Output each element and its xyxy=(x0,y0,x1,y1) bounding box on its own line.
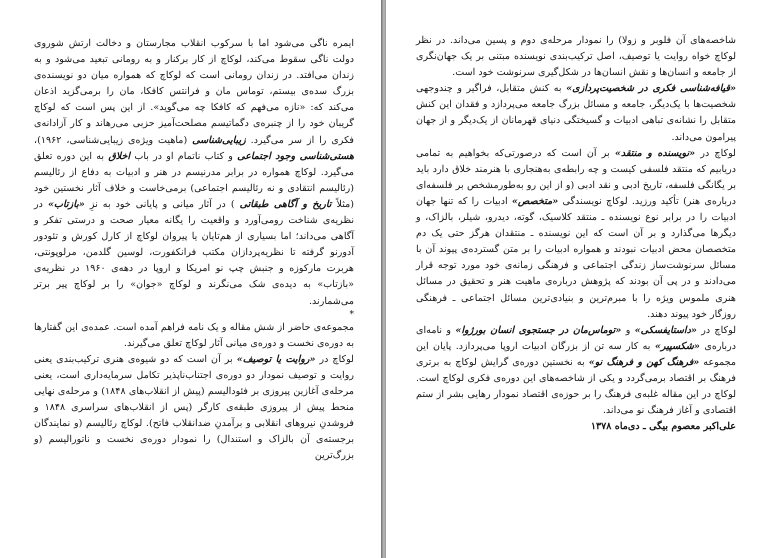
left-p1-text-f: در نظریه‌ی شناخت رومی‌آورد و واقعیت را یگانه معیار صحت و درستی تفکر و آگاهی می‌داند؛ اما بسیاری از هم‌تایان یا پیروان لوکاچ از کارل کورش و تئودور آدورنو گرفته تا نظریه‌پردازان مکتب فرانکفورت، لوسین گلدمن، مرلوپونتی، هربرت مارکوزه و جنبش چپ نو امریکا و اروپا در دهه‌ی ۱۹۶۰ در نظریه‌ی «بازتاب» به دیده‌ی شک می‌نگرند و لوکاچ «جوان» را بر لوکاچ پیر برتر می‌شمارند. xyxy=(34,198,354,307)
right-p2-emphasis-physiognomy: «قیافه‌شناسی فکری در شخصیت‌پردازی» xyxy=(566,83,736,95)
right-p4-text-d: به کار سه تن از بزرگان ادبیات اروپا می‌پردازد. پایان این مجموعه xyxy=(416,340,736,368)
left-p1-text-b: (ماهیت ویژه‌ی زیبایی‌شناسی، ۱۹۶۲)، xyxy=(34,134,188,146)
right-p3-emphasis-specialist: «متخصص» xyxy=(511,195,559,207)
right-p4-text-a: لوکاچ در xyxy=(701,324,736,336)
right-p4-emphasis-shakespeare: «شکسپیر» xyxy=(654,340,700,352)
right-paragraph-3 xyxy=(416,146,736,323)
left-p1-emphasis-ontology: هستی‌شناسی وجود اجتماعی xyxy=(237,150,354,162)
left-p1-text-c: و کتاب ناتمام او در باب xyxy=(134,150,233,162)
right-page xyxy=(386,0,768,558)
right-p4-emphasis-old-new-culture: «فرهنگ کهن و فرهنگ نو» xyxy=(588,356,700,368)
right-p4-text-e: به نخستین دوره‌ی گرایش لوکاچ به برتری فرهنگ بر اقتصاد برمی‌گردد و یکی از شاخصه‌های این دوره‌ی فکری لوکاچ است. لوکاچ در این مقاله غلبه‌ی فرهنگ را بر حوزه‌ی اقتصاد نمودار رهایی بشر از ستم اقتصادی و آغاز فرهنگ نو می‌داند. xyxy=(416,356,736,417)
right-paragraph-4 xyxy=(416,323,736,420)
left-paragraph-2: مجموعه‌ی حاضر از شش مقاله و یک نامه فراهم آمده است. عمده‌ی این گفتارها به دوره‌ی نخست و دوره‌ی میانی آثار لوکاچ تعلق می‌گیرند. xyxy=(34,321,354,349)
left-p3-emphasis-narration: «روایت یا توصیف» xyxy=(236,353,316,365)
right-page-text xyxy=(416,33,736,435)
section-divider: * xyxy=(349,309,354,320)
left-p1-emphasis-ethics: اخلاق xyxy=(108,150,131,162)
right-paragraph-2 xyxy=(416,81,736,145)
right-p3-text-a: لوکاچ در xyxy=(700,147,736,159)
left-p1-text: ایمره ناگی می‌شود اما با سرکوب انقلاب مجارستان و دخالت ارتش شوروی دولت ناگی سقوط می‌کند، لوکاچ از کار برکنار و به رومانی تبعید می‌شود و به زندان می‌افتد. در زندان رومانی است که لوکاچ که همواره میان دو نویسنده‌ی بزرگ سده‌ی بیستم، توماس مان و فرانتس کافکا، مان را برمی‌گزید اذعان می‌کند که: «نازه می‌فهم که کافکا چه می‌گوید». از این پس است که لوکاچ گریبان خود را از چنبره‌ی دگماتیسم مصلحت‌آمیز حزبی می‌رهاند و کار آزادانه‌ی فکری را از سر می‌گیرد. xyxy=(34,38,354,146)
right-p4-text-b: و xyxy=(625,324,631,336)
left-page xyxy=(0,0,383,558)
left-page-text xyxy=(34,36,354,464)
left-p3-text-a: لوکاچ در xyxy=(319,353,354,365)
right-p3-emphasis-writer-critic: «نویسنده و منتقد» xyxy=(614,147,696,159)
right-p2-text-a: به کنش متقابل، فراگیر و چندوجهی شخصیت‌ها با یک‌دیگر، جامعه و مسائل بزرگ جامعه می‌پردازد و فقدان این کنش متقابل را نشانه‌ی تباهی ادبیات و گسیختگی دنیای قهرمانان از یک‌دیگر و از جهان پیرامون می‌داند. xyxy=(416,83,736,143)
left-p1-emphasis-reflection: «بازتاب» xyxy=(47,198,85,210)
right-p3-text-c: ادبیات را که تنها جهان ادبیات را در برابر نوع نویسنده ـ منتقد کلاسیک، گوته، دیدرو، شیلر، بالزاک، و دیگرها می‌گذارد و بر آن است که این نویسنده ـ منتقدان هرگز حتی یک دم متخصصان محض ادبیات نبودند و همواره ادبیات را بر متن گسترده‌ی پیوند آن با مسائل سرنوشت‌ساز زندگی اجتماعی و فرهنگی زمانه‌ی خود مورد توجه قرار می‌دادند و در پی آن بودند که پژوهش درباره‌ی ماهیت هنر و تحقیق در مسائل هنری ملموس ویژه را با مبرم‌ترین و بنیادی‌ترین مسائل اجتماعی ـ فرهنگی روزگار خود پیوند دهند. xyxy=(416,195,736,320)
right-p3-text-b: بر آن است که درصورتی‌که بخواهیم به تمامی دریابیم که منتقد فلسفی کیست و چه رابطه‌ی به‌هنجاری با هنرمند خلاق دارد باید بر یگانگی فلسفه، تاریخ ادبی و نقد ادبی (و از این رو به‌طورمشخص بر فلسفه‌ای درباره‌ی هنر) تأکید ورزید. لوکاچ نویسندگی xyxy=(416,147,736,207)
left-paragraph-3 xyxy=(34,352,354,465)
left-p3-text-b: بر آن است که دو شیوه‌ی هنری ترکیب‌بندی یعنی روایت و توصیف نمودار دو دوره‌ی اجتناب‌ناپذیر تکامل سرمایه‌داری است، یعنی مرحله‌ی آغازین پیروزی بر فئودالیسم (پیش از انقلاب‌های ۱۸۴۸) و مرحله‌ی نهایی منحط پیش از پیروزی طبقه‌ی کارگر (پس از انقلاب‌های سراسری ۱۸۴۸ و فروشدنِ نیروهای انقلابی و برآمدنِ ضدانقلاب فاتح). لوکاچ رئالیسم (و نمایندگان برجسته‌ی آن بالزاک و استندال) را نمودار دوره‌ی نخست و ناتورالیسم (و بزرگ‌ترین xyxy=(34,353,355,462)
translator-signature: علی‌اکبر معصوم بیگی ـ دی‌ماه ۱۳۷۸ xyxy=(590,421,736,433)
right-p4-text-c: و نامه‌ای درباره‌ی xyxy=(416,324,736,352)
right-paragraph-1: شاخصه‌های آن فلوبر و زولا) را نمودار مرحله‌ی دوم و پسین می‌داند. در نظر لوکاچ خواه روایت یا توصیف، اصل ترکیب‌بندی نویسنده مبتنی بر یک جهان‌نگری از جامعه و انسان‌ها و نقش انسان‌ها در شکل‌گیری سرنوشت خود است. xyxy=(416,35,736,79)
left-p1-emphasis-aesthetics: زیبایی‌شناسی xyxy=(192,134,246,146)
right-p4-emphasis-dostoevsky: «داستایفسکی» xyxy=(634,324,697,336)
left-p1-emphasis-history: تاریخ و آگاهی طبقاتی xyxy=(239,198,332,210)
right-p4-emphasis-thomas-mann: «توماس‌مان در جستجوی انسان بورژوا» xyxy=(455,324,622,336)
left-p1-text-d: به این دوره تعلق می‌گیرد. لوکاچ همواره در برابر مدرنیسم در هنر و ادبیات به دفاع از رئالیسم (رئالیسم انتقادی و نه رئالیسم اجتماعی) برمی‌خاست و خلاف آثار نخستین خود (مثلاً xyxy=(34,150,354,210)
left-p1-text-e: ) در آثار میانی و پایانی خود به نزِ xyxy=(89,198,235,210)
left-paragraph-1 xyxy=(34,36,354,310)
